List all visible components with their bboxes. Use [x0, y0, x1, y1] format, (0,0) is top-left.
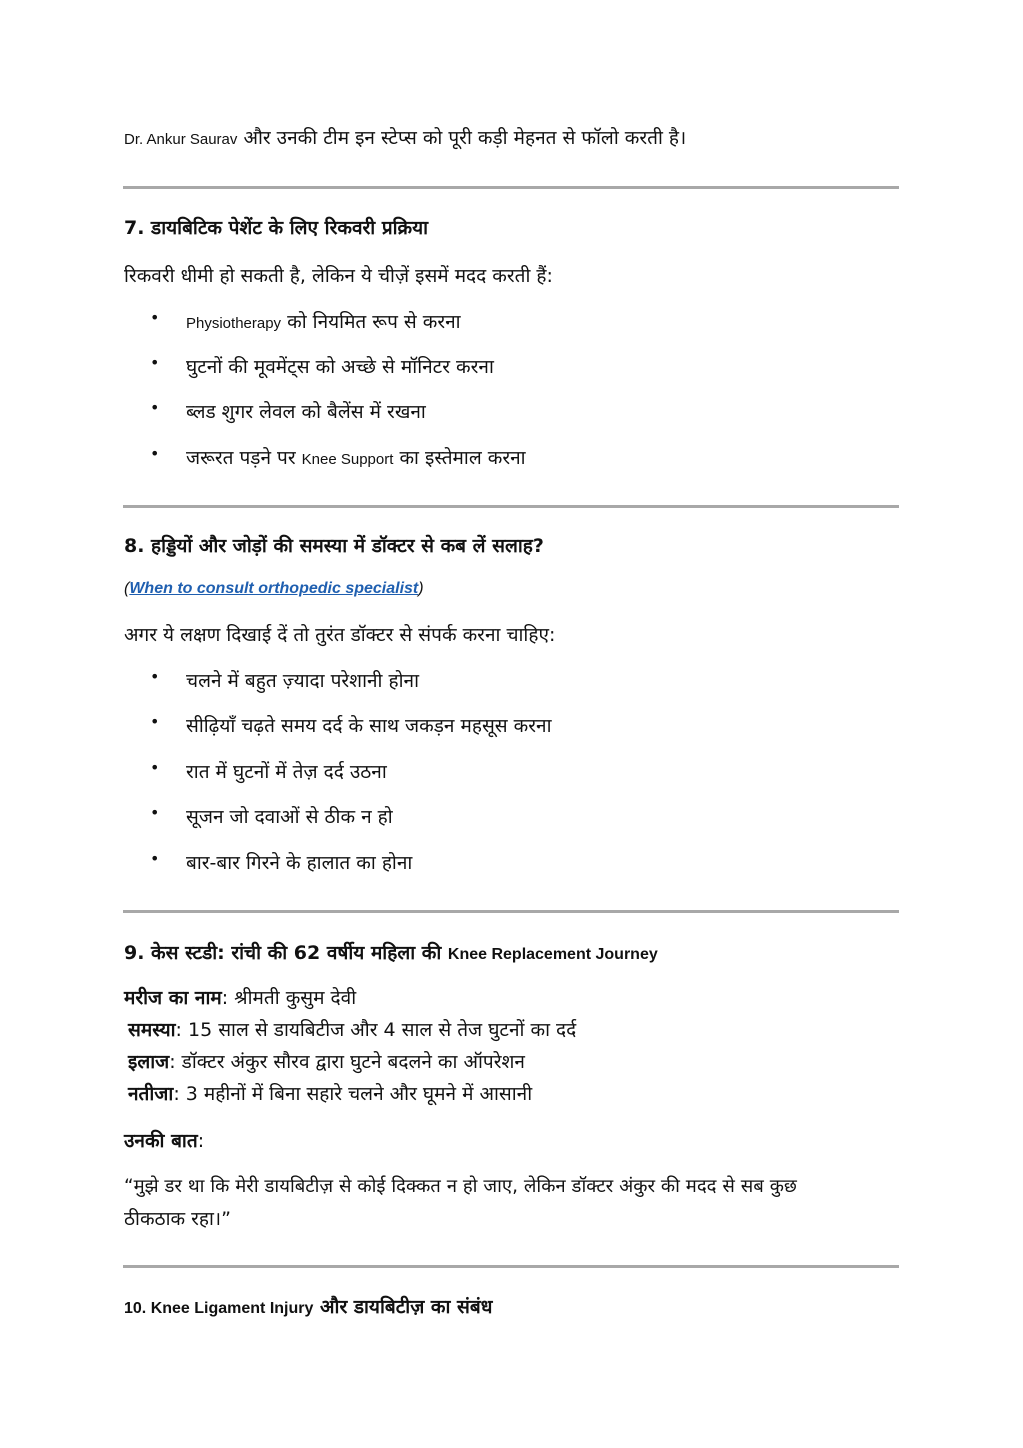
section-8-heading: 8. हड्डियों और जोड़ों की समस्या में डॉक्टर से कब लें सलाह? — [124, 535, 544, 557]
list-item-text: बार-बार गिरने के हालात का होना — [186, 852, 413, 874]
quote-label: उनकी बात — [124, 1130, 198, 1152]
quote-colon: : — [197, 1130, 205, 1152]
patient-label: मरीज का नाम — [124, 987, 222, 1009]
list-item-text: रात में घुटनों में तेज़ दर्द उठना — [186, 761, 387, 783]
treatment-line — [128, 1048, 525, 1074]
section-7-heading: 7. डायबिटिक पेशेंट के लिए रिकवरी प्रक्रिया — [124, 217, 429, 239]
bullet-icon: • — [150, 353, 160, 372]
section-8-link-line — [124, 580, 424, 598]
intro-text: और उनकी टीम इन स्टेप्स को पूरी कड़ी मेहनत से फॉलो करती है। — [243, 127, 687, 149]
list-item-latin: Physiotherapy — [186, 315, 282, 332]
bullet-icon: • — [150, 667, 160, 686]
treatment-label: इलाज — [128, 1051, 170, 1073]
divider — [123, 910, 899, 913]
divider — [123, 1265, 899, 1268]
divider — [123, 505, 899, 508]
list-item-text-end: का इस्तेमाल करना — [399, 447, 526, 469]
quote-line-2: ठीकठाक रहा।” — [124, 1208, 231, 1230]
list-item-text: को नियमित रूप से करना — [287, 311, 461, 333]
list-item-text: ब्लड शुगर लेवल को बैलेंस में रखना — [186, 401, 426, 423]
divider — [123, 186, 899, 189]
result-label: नतीजा — [128, 1083, 174, 1105]
bullet-icon: • — [150, 849, 160, 868]
section-8-intro: अगर ये लक्षण दिखाई दें तो तुरंत डॉक्टर से संपर्क करना चाहिए: — [124, 624, 556, 646]
list-item-text: सूजन जो दवाओं से ठीक न हो — [186, 806, 393, 828]
result-line — [128, 1080, 532, 1106]
close-paren: ) — [418, 580, 424, 597]
section-9-heading-hi: 9. केस स्टडी: रांची की 62 वर्षीय महिला की — [124, 942, 442, 964]
list-item-text: सीढ़ियाँ चढ़ते समय दर्द के साथ जकड़न महसूस करना — [186, 715, 552, 737]
result-value: : 3 महीनों में बिना सहारे चलने और घूमने में आसानी — [173, 1083, 533, 1105]
doctor-name: Dr. Ankur Saurav — [124, 131, 238, 148]
bullet-icon: • — [150, 308, 160, 327]
list-item-text: चलने में बहुत ज़्यादा परेशानी होना — [186, 670, 419, 692]
section-10-heading-hi: और डायबिटीज़ का संबंध — [320, 1296, 493, 1318]
problem-label: समस्या — [128, 1019, 176, 1041]
bullet-icon: • — [150, 712, 160, 731]
list-item-text: घुटनों की मूवमेंट्स को अच्छे से मॉनिटर करना — [186, 356, 494, 378]
section-7-intro: रिकवरी धीमी हो सकती है, लेकिन ये चीज़ें इसमें मदद करती हैं: — [124, 265, 553, 287]
bullet-icon: • — [150, 803, 160, 822]
bullet-icon: • — [150, 444, 160, 463]
quote-heading — [124, 1127, 204, 1153]
problem-value: : 15 साल से डायबिटीज और 4 साल से तेज घुटनों का दर्द — [175, 1019, 577, 1041]
open-paren: ( — [124, 580, 130, 597]
problem-line — [128, 1016, 576, 1042]
quote-line-1: “मुझे डर था कि मेरी डायबिटीज़ से कोई दिक्कत न हो जाए, लेकिन डॉक्टर अंकुर की मदद से सब कुछ — [124, 1176, 797, 1197]
list-item-latin: Knee Support — [301, 451, 394, 468]
patient-value: : श्रीमती कुसुम देवी — [221, 987, 357, 1009]
list-item-text: जरूरत पड़ने पर — [186, 447, 296, 469]
bullet-icon: • — [150, 398, 160, 417]
section-10-heading-en: 10. Knee Ligament Injury — [124, 1300, 314, 1317]
section-10-heading — [124, 1293, 492, 1319]
intro-line — [124, 124, 686, 150]
bullet-icon: • — [150, 758, 160, 777]
patient-line — [124, 984, 356, 1010]
section-9-heading — [124, 939, 658, 965]
orthopedic-specialist-link[interactable]: When to consult orthopedic specialist — [129, 580, 419, 597]
section-9-heading-en: Knee Replacement Journey — [447, 946, 658, 963]
treatment-value: : डॉक्टर अंकुर सौरव द्वारा घुटने बदलने का ऑपरेशन — [169, 1051, 525, 1073]
